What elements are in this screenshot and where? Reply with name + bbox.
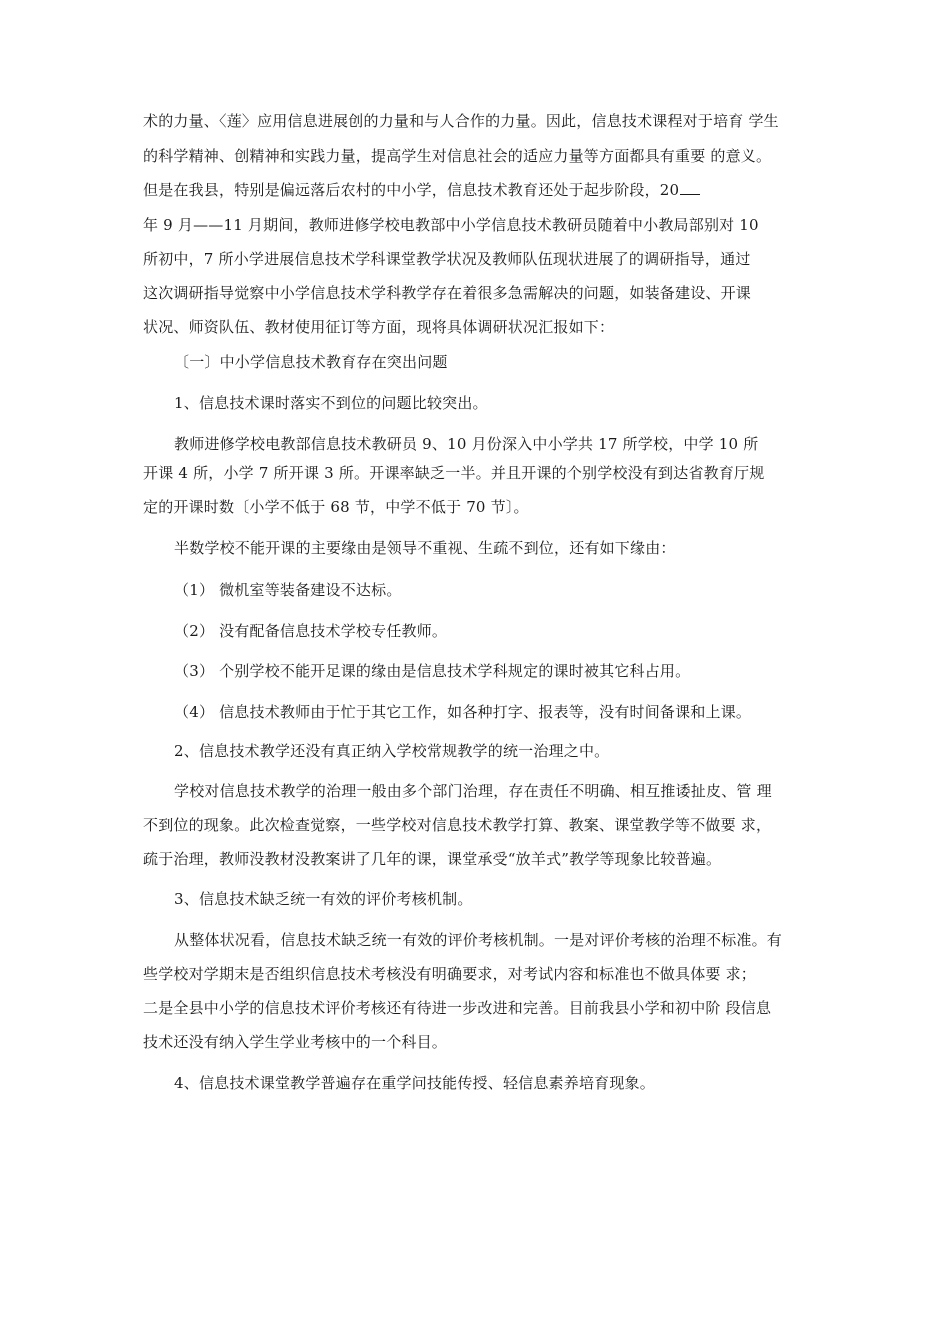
reason-item: （2） 没有配备信息技术学校专任教师。 [174,622,448,640]
item3-paragraph-line: 些学校对学期末是否组织信息技术考核没有明确要求，对考试内容和标准也不做具体要 求； [143,965,756,983]
item1-paragraph-line: 定的开课时数〔小学不低于 68 节，中学不低于 70 节〕。 [143,498,529,516]
item2-paragraph-line: 不到位的现象。此次检查觉察，一些学校对信息技术教学打算、教案、课堂教学等不做要 求， [143,816,772,834]
intro-line: 所初中，7 所小学进展信息技术学科课堂教学状况及教师队伍现状进展了的调研指导，通过 [143,250,751,268]
reason-item: （4） 信息技术教师由于忙于其它工作，如各种打字、报表等，没有时间备课和上课。 [174,703,752,721]
item2-paragraph-line: 疏于治理，教师没教材没教案讲了几年的课，课堂承受“放羊式”教学等现象比较普遍。 [143,850,722,868]
intro-line: 术的力量、〈莲〉应用信息进展创的力量和与人合作的力量。因此，信息技术课程对于培育 学生 [143,112,779,130]
item2-paragraph-line: 学校对信息技术教学的治理一般由多个部门治理，存在责任不明确、相互推诿扯皮、管 理 [174,782,772,800]
reason-item: （3） 个别学校不能开足课的缘由是信息技术学科规定的课时被其它科占用。 [174,662,691,680]
item3-heading: 3、信息技术缺乏统一有效的评价考核机制。 [174,890,473,908]
item1-paragraph-line: 开课 4 所，小学 7 所开课 3 所。开课率缺乏一半。并且开课的个别学校没有到达省教育厅规 [143,464,765,482]
reason-item: （1） 微机室等装备建设不达标。 [174,581,402,599]
year-blank [680,180,700,195]
item3-paragraph-line: 从整体状况看，信息技术缺乏统一有效的评价考核机制。一是对评价考核的治理不标准。有 [174,931,783,949]
item3-paragraph-line: 二是全县中小学的信息技术评价考核还有待进一步改进和完善。目前我县小学和初中阶 段信息 [143,999,772,1017]
item1-paragraph-line: 教师进修学校电教部信息技术教研员 9、10 月份深入中小学共 17 所学校，中学 10 所 [174,435,759,453]
intro-line [143,180,700,200]
reasons-intro: 半数学校不能开课的主要缘由是领导不重视、生疏不到位，还有如下缘由： [174,539,676,557]
section-heading: 〔一〕中小学信息技术教育存在突出问题 [174,353,448,371]
intro-line: 的科学精神、创精神和实践力量，提高学生对信息社会的适应力量等方面都具有重要 的意义。 [143,147,772,165]
item4-heading: 4、信息技术课堂教学普遍存在重学问技能传授、轻信息素养培育现象。 [174,1074,655,1092]
item2-heading: 2、信息技术教学还没有真正纳入学校常规教学的统一治理之中。 [174,742,610,760]
intro-line: 状况、师资队伍、教材使用征订等方面，现将具体调研状况汇报如下： [143,318,615,336]
item1-heading: 1、信息技术课时落实不到位的问题比较突出。 [174,394,488,412]
item3-paragraph-line: 技术还没有纳入学生学业考核中的一个科目。 [143,1033,448,1051]
intro-line: 年 9 月——11 月期间，教师进修学校电教部中小学信息技术教研员随着中小教局部别对 10 [143,216,759,234]
intro-line: 这次调研指导觉察中小学信息技术学科教学存在着很多急需解决的问题，如装备建设、开课 [143,284,752,302]
intro-line-text: 但是在我县，特别是偏远落后农村的中小学，信息技术教育还处于起步阶段，20 [143,181,680,199]
